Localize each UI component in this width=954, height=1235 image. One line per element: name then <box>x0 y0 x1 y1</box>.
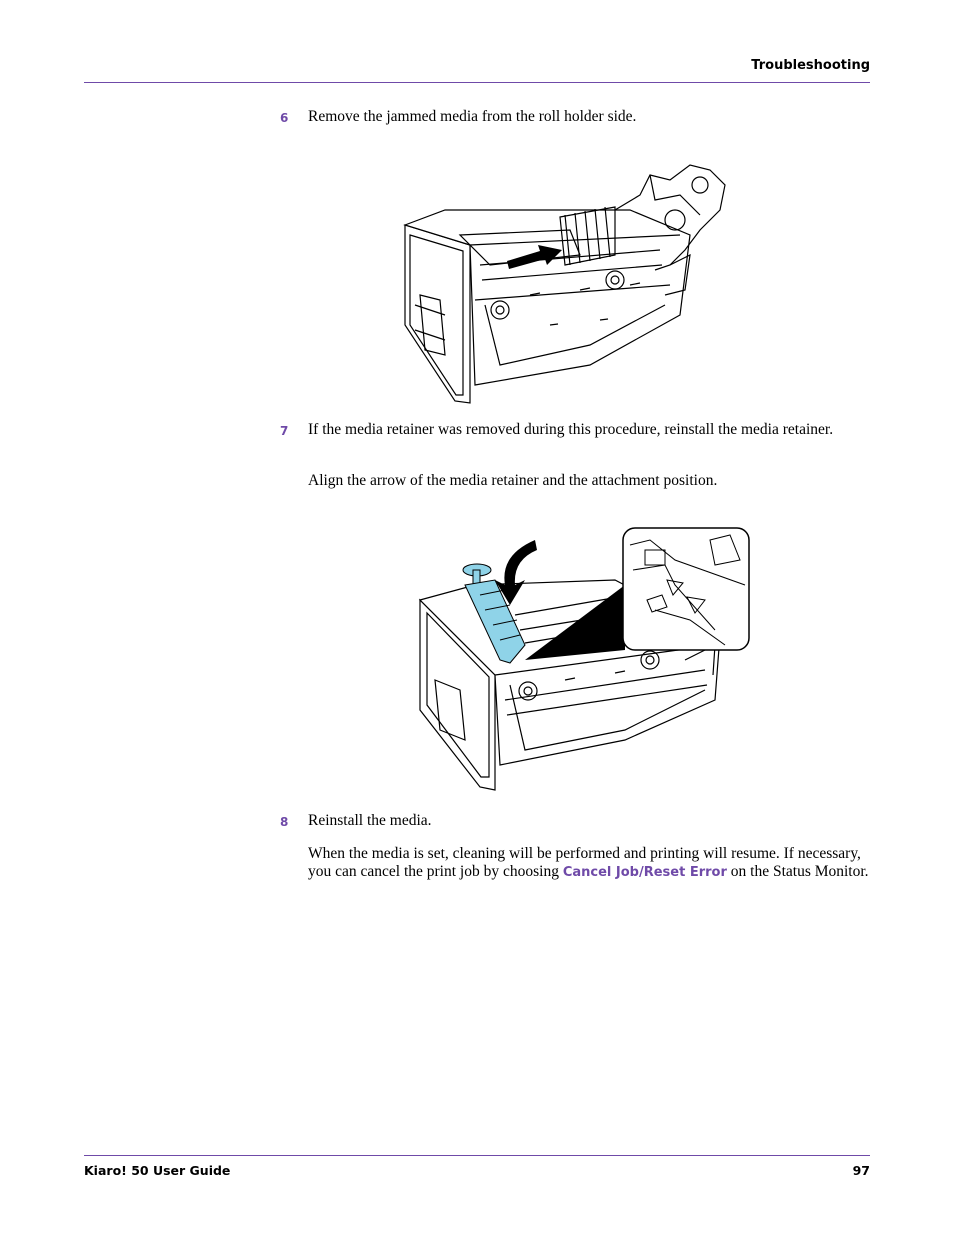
step-text: Remove the jammed media from the roll holder side. <box>308 108 637 125</box>
header-rule <box>84 82 870 83</box>
step-number: 8 <box>280 815 289 829</box>
running-header: Troubleshooting <box>751 58 870 73</box>
step-text: Reinstall the media. <box>308 812 432 829</box>
step-note <box>308 845 873 882</box>
step-note: Align the arrow of the media retainer and the attachment position. <box>308 472 718 489</box>
media-retainer-illustration <box>415 525 755 793</box>
printer-jam-illustration <box>400 155 745 405</box>
footer-rule <box>84 1155 870 1156</box>
step-number: 7 <box>280 424 289 438</box>
page-number: 97 <box>852 1163 870 1178</box>
step-text: If the media retainer was removed during this procedure, reinstall the media retainer. <box>308 421 834 438</box>
footer-title: Kiaro! 50 User Guide <box>84 1163 231 1178</box>
cancel-job-reset-error-link[interactable]: Cancel Job/Reset Error <box>562 865 727 880</box>
note-text-before: When the media is set, cleaning will be performed and printing will resume. If necessary, you can cancel the print job by choosing <box>308 845 861 880</box>
step-number: 6 <box>280 111 289 125</box>
note-text-after: on the Status Monitor. <box>730 863 869 880</box>
